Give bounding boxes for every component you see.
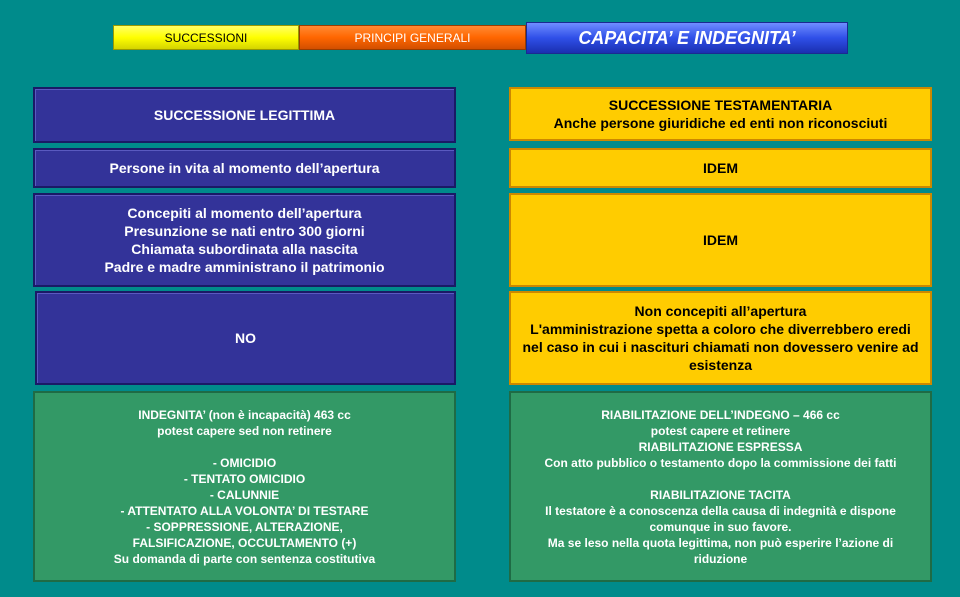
- nav-successioni-button[interactable]: [113, 25, 299, 50]
- riabilitazione-text: RIABILITAZIONE DELL’INDEGNO – 466 cc potest capere et retinere RIABILITAZIONE ESPRESSA Con atto pubblico o testamento dopo la commissione dei fatti RIABILITAZIONE TACITA Il testatore è a conoscenza della causa di indegnità e dispone comunque in suo favore. Ma se leso nella quota legittima, non può esperire l’azione di riduzione: [544, 407, 897, 566]
- legittima-concepiti-text: Concepiti al momento dell’apertura Presunzione se nati entro 300 giorni Chiamata subordinata alla nascita Padre e madre amministrano il patrimonio: [104, 205, 385, 275]
- legittima-persone-in-vita-box: [33, 148, 456, 188]
- legittima-non-concepiti-box: [35, 291, 456, 385]
- nav-principi-generali-label: PRINCIPI GENERALI: [354, 30, 471, 45]
- testamentaria-header-box: [509, 87, 932, 141]
- nav-capacita-indegnita-button[interactable]: [526, 22, 848, 54]
- riabilitazione-box: [509, 391, 932, 582]
- indegnita-text: INDEGNITA’ (non è incapacità) 463 cc potest capere sed non retinere - OMICIDIO - TENTATO OMICIDIO - CALUNNIE - ATTENTATO ALLA VOLONTA’ DI TESTARE - SOPPRESSIONE, ALTERAZIONE, FALSIFICAZIONE, OCCULTAMENTO (+) Su domanda di parte con sentenza costitutiva: [113, 407, 376, 566]
- nav-capacita-indegnita-label: CAPACITA’ E INDEGNITA’: [578, 27, 796, 48]
- nav-principi-generali-button[interactable]: [299, 25, 526, 50]
- legittima-concepiti-box: [33, 193, 456, 287]
- nav-successioni-label: SUCCESSIONI: [164, 30, 248, 45]
- testamentaria-idem-text-2: IDEM: [703, 232, 738, 248]
- legittima-persone-in-vita-text: Persone in vita al momento dell’apertura: [109, 160, 380, 176]
- testamentaria-non-concepiti-text: Non concepiti all’apertura L'amministrazione spetta a coloro che diverrebbero eredi nel caso in cui i nascituri chiamati non dovessero venire ad esistenza: [522, 303, 919, 373]
- testamentaria-idem-text-1: IDEM: [703, 160, 738, 176]
- testamentaria-header-text: SUCCESSIONE TESTAMENTARIA Anche persone giuridiche ed enti non riconosciuti: [553, 97, 888, 131]
- testamentaria-idem-box-1: [509, 148, 932, 188]
- legittima-header-text: SUCCESSIONE LEGITTIMA: [153, 107, 336, 123]
- testamentaria-non-concepiti-box: [509, 291, 932, 385]
- legittima-non-concepiti-text: NO: [235, 330, 256, 346]
- testamentaria-idem-box-2: [509, 193, 932, 287]
- indegnita-box: [33, 391, 456, 582]
- legittima-header-box: [33, 87, 456, 143]
